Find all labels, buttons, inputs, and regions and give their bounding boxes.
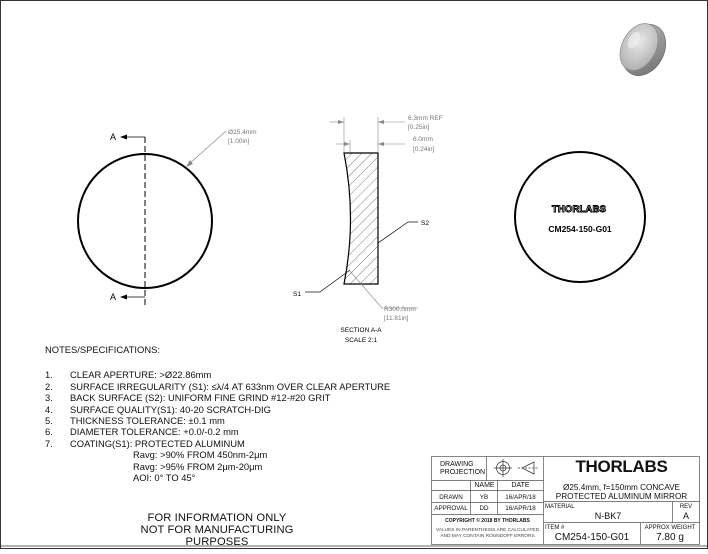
engraving-part: CM254-150-G01 [548, 224, 612, 234]
notes-section [45, 344, 390, 483]
copyright: COPYRIGHT © 2018 BY THORLABS [445, 518, 530, 524]
thickness-ref-in: [0.25in] [408, 124, 430, 131]
disclaimer-line-2: NOT FOR MANUFACTURING PURPOSES [140, 524, 294, 548]
rev-label: REV [679, 504, 693, 510]
note-number: 1. [45, 369, 53, 381]
thickness-in: [0.24in] [413, 146, 435, 153]
engraving-brand: THORLABS [551, 204, 607, 215]
s1-label: S1 [293, 291, 301, 298]
note-item [45, 392, 390, 403]
projection-symbol-icon [494, 459, 538, 477]
projection-label: DRAWING PROJECTION [440, 461, 486, 476]
notes-title: NOTES/SPECIFICATIONS: [45, 344, 160, 355]
note-text: CLEAR APERTURE: >Ø22.86mm [70, 369, 212, 381]
section-scale: SCALE 2:1 [344, 337, 378, 344]
weight-value: 7.80 g [656, 532, 684, 543]
note-text: SURFACE IRREGULARITY (S1): ≤λ/4 AT 633nm OVER CLEAR APERTURE [70, 380, 391, 392]
coating-line: Ravg: >95% FROM 2μm-20μm [133, 460, 263, 472]
coating-lines [45, 449, 390, 483]
note-text: THICKNESS TOLERANCE: ±0.1 mm [70, 415, 225, 427]
section-title: SECTION A-A [340, 327, 382, 334]
drawn-name: YB [479, 494, 489, 501]
notes-list [45, 369, 390, 449]
drawn-date: 16/APR/18 [505, 494, 536, 501]
disclaimer-line-1: FOR INFORMATION ONLY [147, 512, 287, 524]
front-view [78, 129, 257, 305]
note-number: 5. [45, 415, 53, 427]
section-body [344, 153, 378, 284]
diameter-dim-mm: Ø25.4mm [228, 129, 257, 136]
material-label: MATERIAL [545, 504, 575, 510]
coating-line: Ravg: >90% FROM 450nm-2μm [133, 449, 268, 461]
radius-in: [11.81in] [384, 315, 409, 322]
thickness-ref-mm: 6.3mm REF [408, 115, 443, 122]
weight-label: APPROX WEIGHT [644, 525, 696, 531]
thorlabs-logo: THORLABS [575, 457, 668, 476]
note-text: DIAMETER TOLERANCE: +0.0/-0.2 mm [70, 426, 239, 438]
note-item [45, 415, 390, 426]
note-text: COATING(S1): PROTECTED ALUMINUM [70, 437, 245, 449]
section-marker-bottom: A [110, 292, 117, 302]
note-item [45, 438, 390, 449]
disclaimer [112, 512, 322, 548]
back-outline [515, 152, 645, 282]
note-item [45, 381, 390, 392]
approval-date: 16/APR/18 [505, 505, 536, 512]
note-item [45, 369, 390, 380]
diameter-dim-in: [1.00in] [228, 138, 250, 145]
drawn-label: DRAWN [439, 494, 463, 501]
approval-name: DD [479, 505, 489, 512]
s2-label: S2 [421, 220, 429, 227]
rev-value: A [682, 511, 689, 521]
item-label: ITEM # [545, 525, 565, 531]
values-note: VALUES IN PARENTHESIS ARE CALCULATED AND MAY CONTAIN ROUNDOFF ERRORS [435, 528, 540, 539]
note-text: BACK SURFACE (S2): UNIFORM FINE GRIND #12-#20 GRIT [70, 392, 331, 404]
note-item [45, 404, 390, 415]
section-marker-top: A [110, 132, 117, 142]
radius-mm: R300.0mm [384, 306, 416, 313]
section-view [293, 115, 443, 344]
note-number: 3. [45, 392, 53, 404]
material-value: N-BK7 [594, 511, 622, 521]
note-number: 6. [45, 426, 53, 438]
item-value: CM254-150-G01 [554, 532, 630, 543]
note-number: 4. [45, 403, 53, 415]
note-number: 2. [45, 380, 53, 392]
thickness-mm: 6.0mm [413, 136, 433, 143]
note-number: 7. [45, 437, 53, 449]
drawing-title: Ø25.4mm, f=150mm CONCAVE PROTECTED ALUMINUM MIRROR [555, 483, 688, 501]
note-item [45, 426, 390, 437]
date-header: DATE [511, 482, 530, 489]
approval-label: APPROVAL [434, 505, 468, 512]
coating-line: AOI: 0° TO 45° [133, 472, 196, 484]
back-view [515, 152, 645, 282]
name-header: NAME [474, 482, 495, 489]
note-text: SURFACE QUALITY(S1): 40-20 SCRATCH-DIG [70, 403, 271, 415]
mirror-3d-render [612, 17, 674, 83]
